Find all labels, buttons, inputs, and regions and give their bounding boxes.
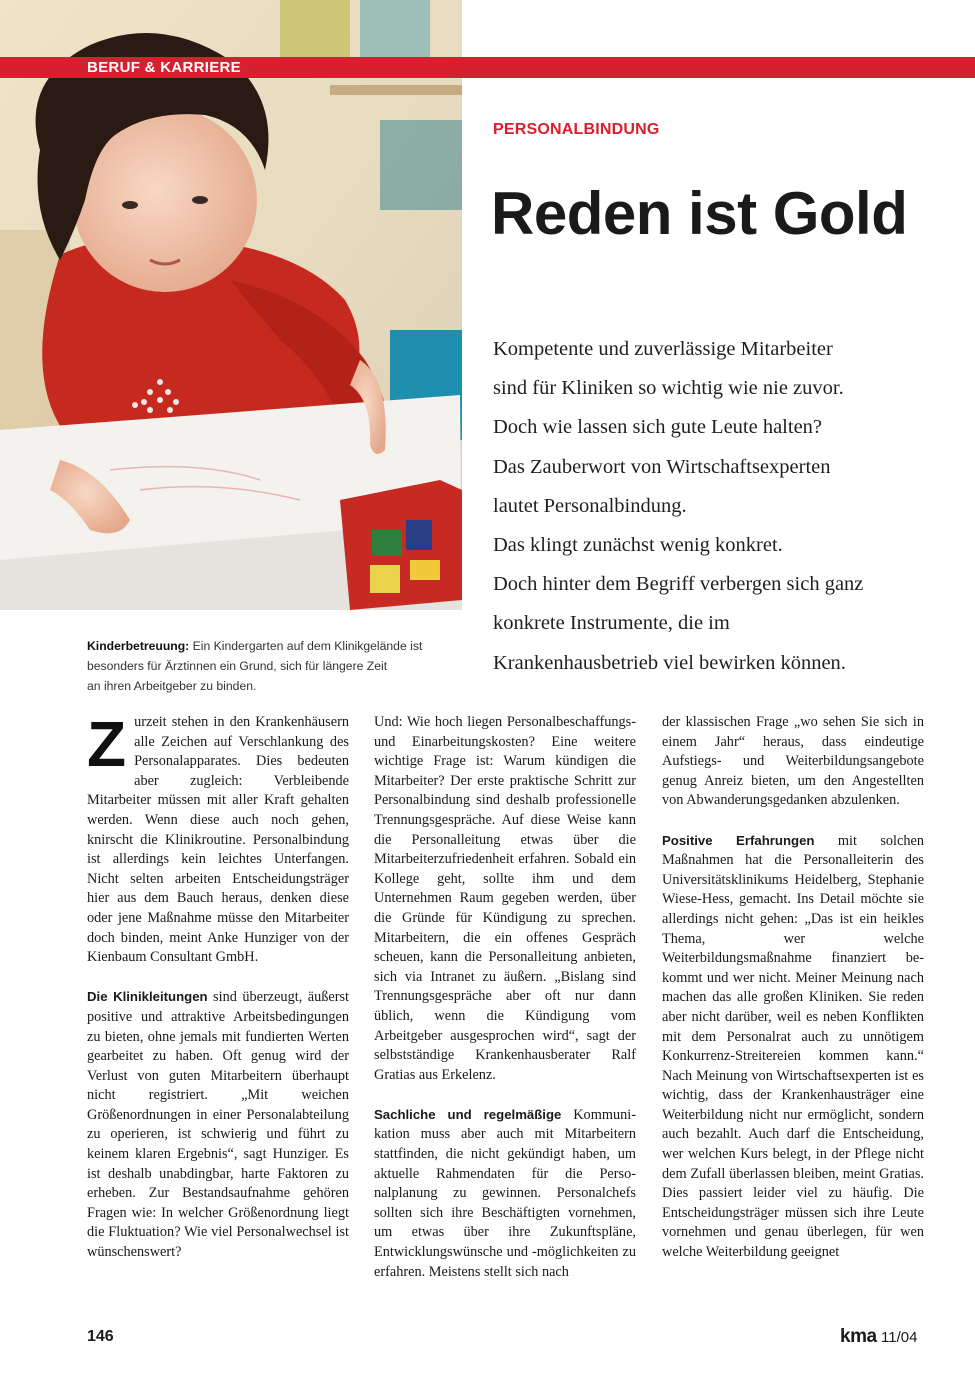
paragraph-text: Kommunikation muss aber auch mit Mitarbeitern stattfinden, die nicht gekündigt haben, um aktuelle Rahmendaten für die Personalplanung zu gewinnen. Personalchefs sollten sich ihre Beschäftigten vornehmen, um etwas über ihre Zukunftspläne, Entwicklungswünsche und -möglichkeiten zu erfahren. Meistens stellt sich nach — [374, 1106, 636, 1280]
paragraph — [374, 1105, 636, 1282]
article-headline: Reden ist Gold — [491, 180, 908, 247]
caption-line: besonders für Ärztinnen ein Grund, sich für längere Zeit — [87, 659, 388, 673]
caption-label: Kinderbetreuung: — [87, 639, 190, 653]
run-in-heading: Sachliche und regelmäßige — [374, 1106, 562, 1122]
magazine-logo: kma — [840, 1326, 877, 1347]
lead-line: Kompetente und zuverlässige Mitarbeiter — [493, 338, 833, 360]
paragraph — [87, 987, 349, 1262]
child-drawing-photo — [0, 0, 462, 610]
paragraph-text: sind überzeugt, äußerst positive und attraktive Arbeitsbedingungen zu bieten, ohne jemals mit fundierten Werten gearbeitet zu haben. Oft genug wird der Verlust von guten Mitarbeitern überhaupt nicht registriert. „Mit weichen Größenordnungen in einer Personalabteilung zu operieren, ist schwierig und führt zu keinem klaren Ergebnis“, sagt Hunziger. Es ist deshalb unabdingbar, harte Faktoren zu erheben. Zur Bestandsaufnahme gehören Fragen wie: In welcher Größenordnung liegt die Fluktuation? Wie viel Personalwechsel ist wünschenswert? — [87, 989, 350, 1261]
paragraph: Und: Wie hoch liegen Personalbeschaffungs- und Einarbeitungskosten? Eine weitere wichtige Frage ist: Warum kündigen die Mitarbeiter? Der erste praktische Schritt zur Personalbindung sind deshalb professionelle Trennungsgespräche. Auf diese Weise kann die Personalleitung etwas über die Mitarbeiterzufriedenheit erfahren. Sobald ein Kollege geht, sollte ihm und dem Unternehmen Raum gegeben werden, über die Gründe für Kündigung zu sprechen. Mitarbeitern, die ein offenes Gespräch scheuen, kann die Personalleitung anbieten, sich via Intranet zu äußern. „Bislang sind Trennungsgespräche aber oft nur dann üblich, wenn die Kündigung vom Arbeitgeber ausgesprochen wird“, sagt der selbstständige Krankenhausberater Ralf Gratias aus Erkelenz. — [374, 714, 636, 1083]
lead-line: konkrete Instrumente, die im — [493, 612, 730, 635]
section-label: BERUF & KARRIERE — [87, 59, 241, 76]
drop-cap: Z — [87, 708, 127, 780]
article-lead — [493, 330, 943, 683]
lead-line: Doch hinter dem Begriff verbergen sich ganz — [493, 573, 864, 596]
caption-text: Ein Kindergarten auf dem Klinikgelände ist — [189, 639, 423, 653]
text-column-1 — [87, 708, 350, 1263]
page-number: 146 — [87, 1328, 114, 1345]
article-kicker: PERSONALBINDUNG — [493, 121, 660, 138]
paragraph-text: mit solchen Maßnahmen hat die Personalleiterin des Universitätsklinikums Heidelberg, Stephanie Wiese-Hess, gemacht. Ins Detail möchte sie allerdings nicht gehen: „Das ist ein heikles Thema, wer welche Weiterbildungsmaßnahme finanziert bekommt und wer nicht. Meiner Meinung nach machen das alle großen Kliniken. Sie reden aber nicht darüber, weil es neben Konflikten mit dem Personalrat auch zu unnötigem Konkurrenz-Streitereien kommen kann.“ Nach Meinung von Wirtschaftsexperten ist es wichtig, dass der Krankenhausträger eine Weiterbildung nicht nur ermöglicht, sondern auch bezahlt. Auch darf die Entscheidung, wer welchen Kurs belegt, in der Pflege nicht dem Zufall überlassen bleiben, meint Gratias. Dies passiert leider viel zu häufig. Die Entscheidungsträger müssen sich ihre Leute vornehmen und genau überlegen, für wen welche Weiterbildung geeignet — [662, 832, 925, 1261]
paragraph: der klassischen Frage „wo sehen Sie sich in einem Jahr“ heraus, dass eindeutige Aufstiegs- und Weiterbildungsangebote genug Anreiz bieten, um den Angestellten von Abwanderungsgedanken abzulenken. — [662, 714, 924, 809]
run-in-heading: Positive Erfahrungen — [662, 832, 815, 848]
paragraph-text: urzeit stehen in den Krankenhäusern alle Zeichen auf Verschlankung des Personalapparates. Dies bedeuten aber zugleich: Verbleibende Mitarbeiter müssen mit aller Kraft gehalten werden. Wenn diese auch noch gehen, knirscht die Klinikroutine. Personalbindung ist allerdings kein leichtes Unterfangen. Nicht selten arbeiten Entscheidungsträger hier aus dem Bauch heraus, denken diese oder jene Maßnahme müsse den Mitarbeiter doch binden, meint Anke Hunziger von der Kienbaum Consultant GmbH. — [87, 714, 349, 966]
issue-number: 11/04 — [881, 1329, 918, 1346]
lead-line: Das Zauberwort von Wirtschaftsexperten — [493, 455, 831, 478]
paragraph — [662, 831, 924, 1263]
caption-line — [87, 636, 437, 656]
photo-caption — [87, 636, 437, 696]
lead-line: sind für Kliniken so wichtig wie nie zuvor. — [493, 377, 844, 400]
lead-line: lautet Personalbindung. — [493, 494, 687, 517]
lead-line: Das klingt zunächst wenig konkret. — [493, 534, 783, 557]
paragraph — [87, 708, 349, 968]
lead-line: Krankenhausbetrieb viel bewirken können. — [493, 651, 846, 674]
run-in-heading: Die Klinikleitungen — [87, 989, 208, 1005]
caption-line: an ihren Arbeitgeber zu binden. — [87, 679, 257, 693]
text-column-3 — [662, 713, 924, 1263]
lead-line: Doch wie lassen sich gute Leute halten? — [493, 416, 823, 439]
text-column-2 — [374, 713, 636, 1282]
